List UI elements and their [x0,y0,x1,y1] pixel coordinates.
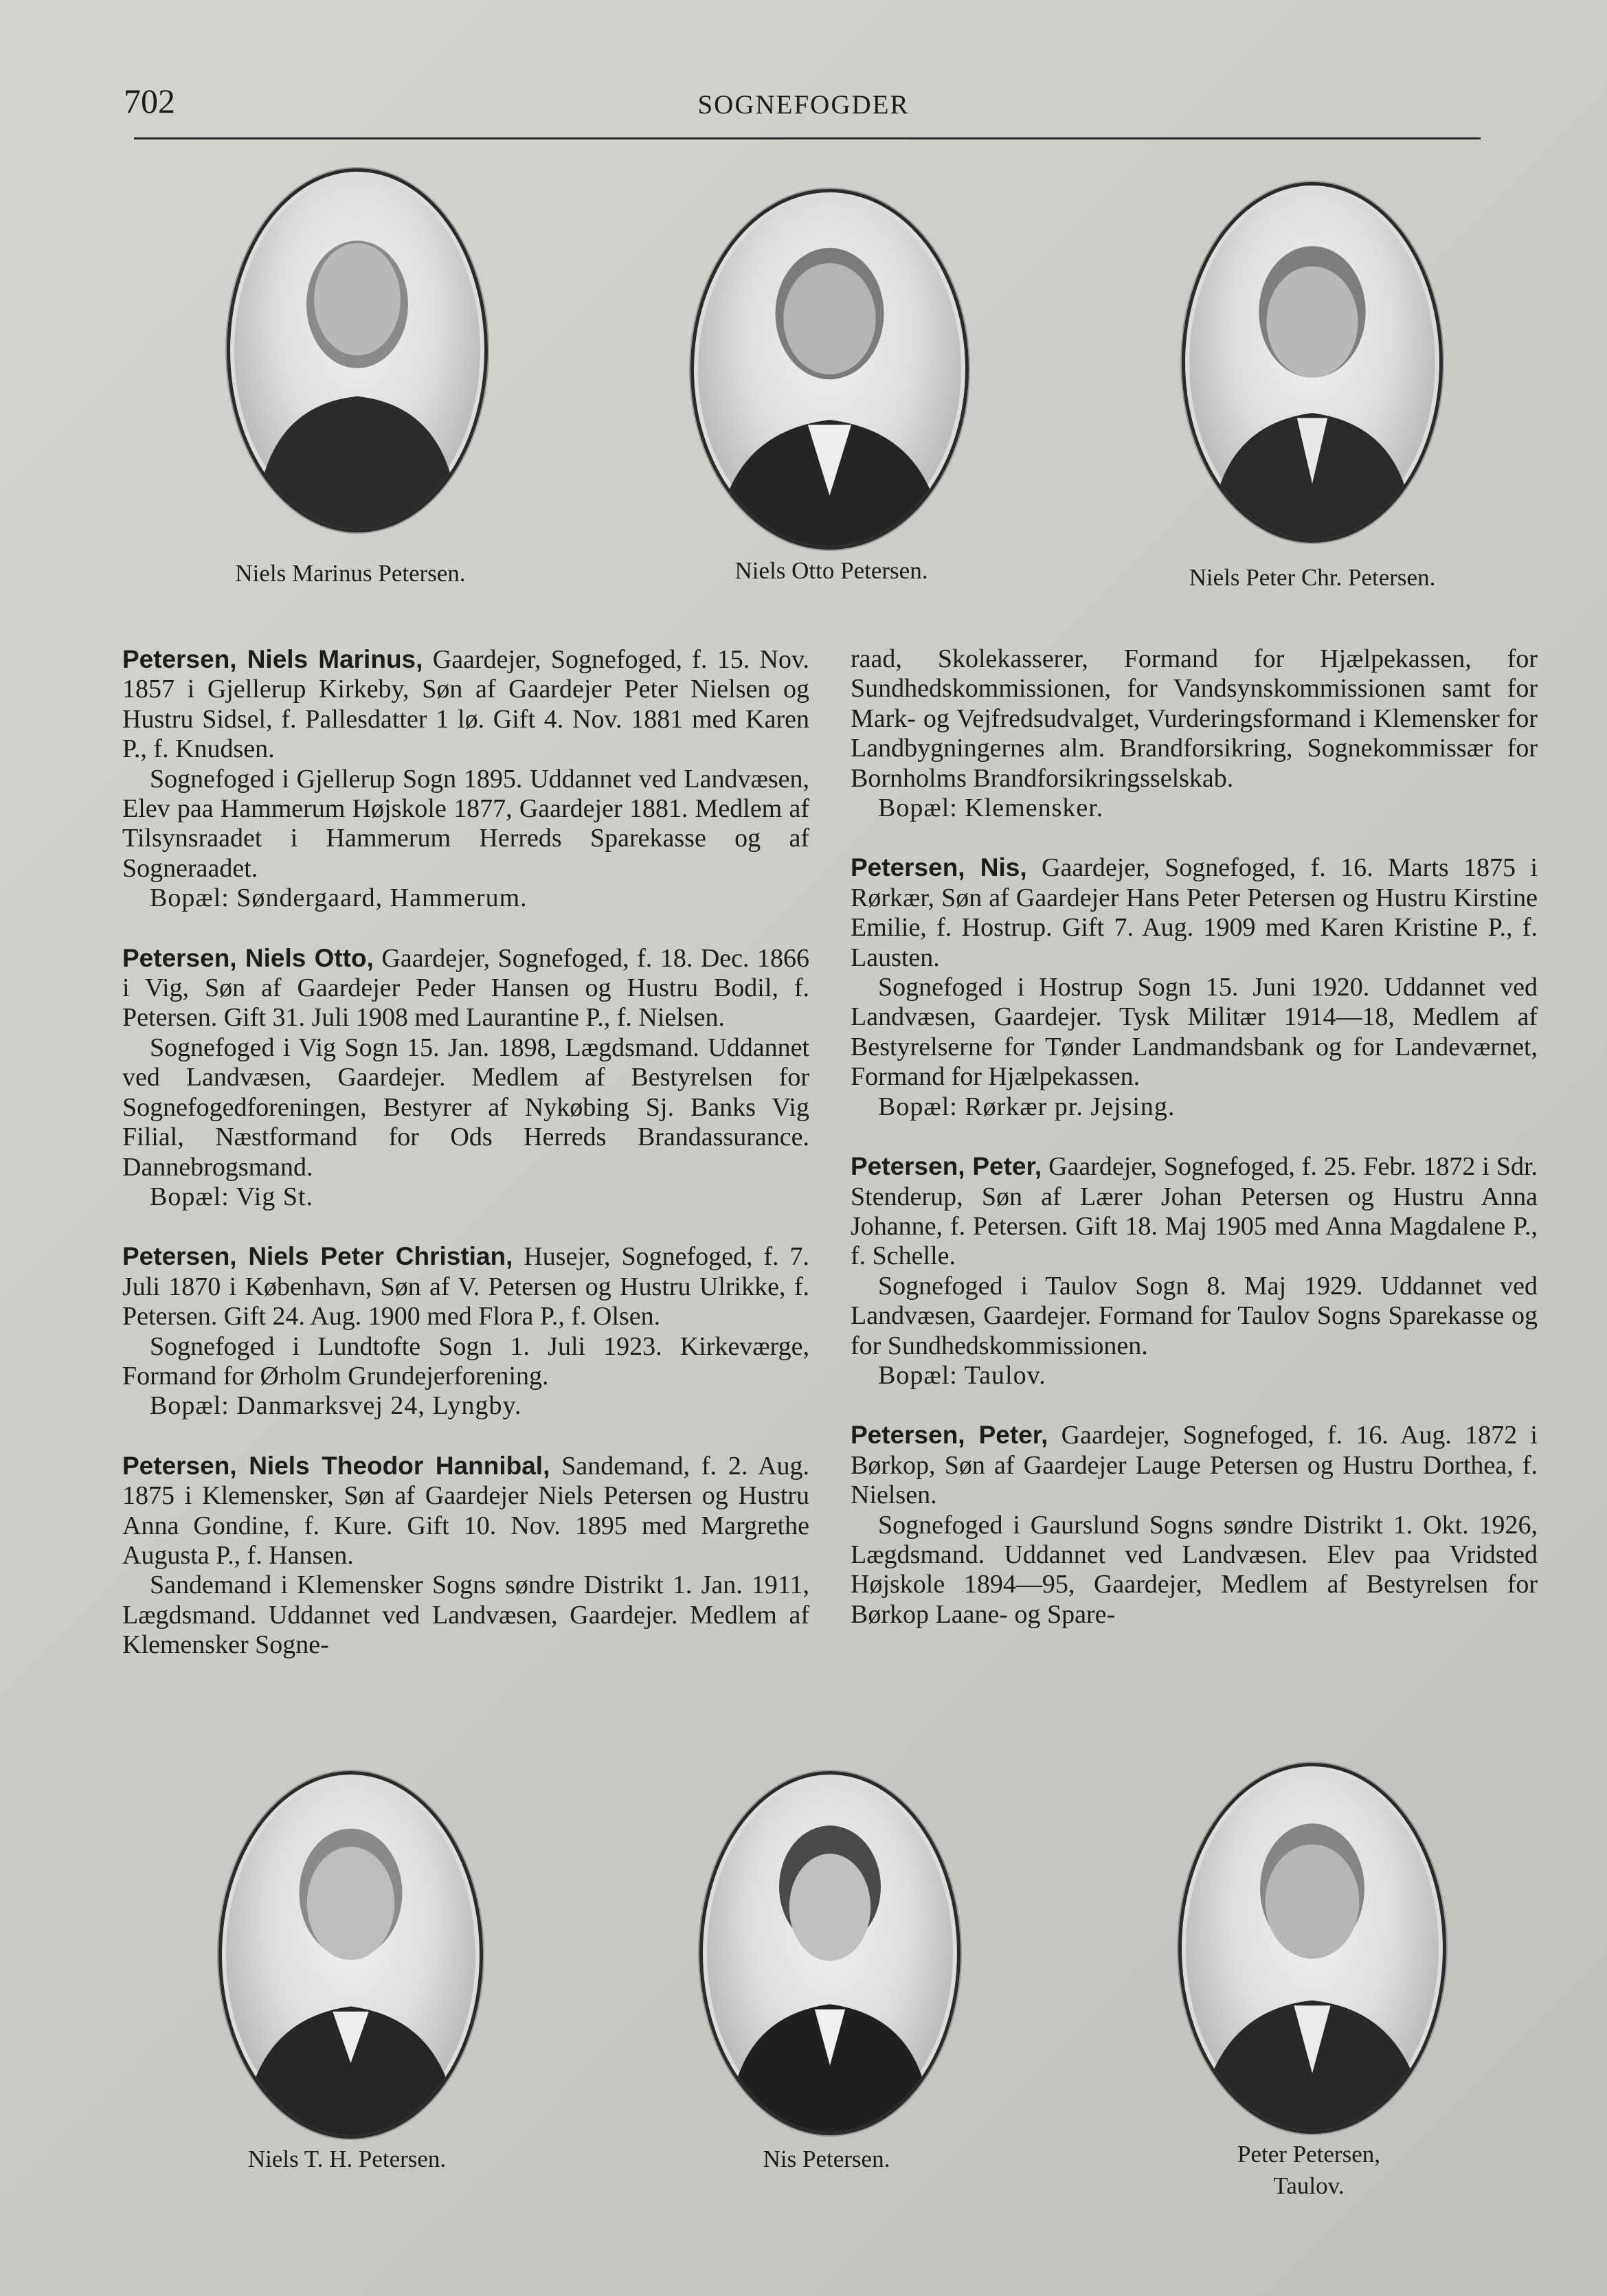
left-column [122,644,809,1690]
right-column [851,644,1538,1659]
caption-line: Taulov. [1273,2172,1345,2199]
portrait-photo [1178,1763,1446,2134]
biography-entry [122,943,809,1213]
entry-career: Sandemand i Klemensker Sogns søndre Distrikt 1. Jan. 1911, Lægdsmand. Uddannet ved Landvæsen, Gaardejer. Medlem af Klemensker Sogne- [122,1571,809,1660]
biography-entry [851,853,1538,1122]
entry-name: Petersen, Nis, [851,853,1027,882]
biography-entry-continued [851,644,1538,823]
biography-entry [851,1151,1538,1391]
portrait-caption: Niels Marinus Petersen. [235,560,466,587]
header-rule [134,137,1481,139]
portrait-caption: Nis Petersen. [763,2146,890,2172]
entry-name: Petersen, Peter, [851,1152,1042,1181]
portrait-photo [1182,182,1443,543]
entry-address: Bopæl: Søndergaard, Hammerum. [150,883,528,913]
entry-address: Bopæl: Klemensker. [878,794,1104,823]
portrait-photo [699,1771,960,2135]
entry-name: Petersen, Niels Otto, [122,943,374,972]
entry-body: Gaardejer, Sognefoged, f. 25. Febr. 1872 i Sdr. Stenderup, Søn af Lærer Johan Petersen og Hustru Anna Johanne, f. Petersen. Gift 18. Maj 1905 med Anna Magdalene P., f. Schelle. [851,1152,1538,1271]
entry-name: Petersen, Niels Marinus, [122,645,423,673]
running-title: SOGNEFOGDER [697,90,910,120]
entry-name: Petersen, Peter, [851,1421,1048,1450]
portrait-caption: Niels Peter Chr. Petersen. [1189,564,1436,591]
caption-line: Peter Petersen, [1237,2141,1380,2168]
entry-career: Sognefoged i Gjellerup Sogn 1895. Uddannet ved Landvæsen, Elev paa Hammerum Højskole 1877, Gaardejer 1881. Medlem af Tilsynsraadet i Hammerum Herreds Sparekasse og af Sogneraadet. [122,764,809,883]
entry-address: Bopæl: Taulov. [878,1360,1046,1390]
page-number: 702 [124,82,175,120]
entry-career: Sognefoged i Taulov Sogn 8. Maj 1929. Uddannet ved Landvæsen, Gaardejer. Formand for Taulov Sogns Sparekasse og for Sundhedskommissionen. [851,1271,1538,1360]
entry-career: Sognefoged i Gaurslund Sogns søndre Distrikt 1. Okt. 1926, Lægdsmand. Uddannet ved Landvæsen. Elev paa Vridsted Højskole 1894—95, Gaardejer, Medlem af Bestyrelsen for Børkop Laane- og Spare- [851,1510,1538,1629]
entry-address: Bopæl: Danmarksvej 24, Lyngby. [150,1391,522,1421]
entry-career: Sognefoged i Hostrup Sogn 15. Juni 1920. Uddannet ved Landvæsen, Gaardejer. Tysk Militær 1914—18, Medlem af Bestyrelserne for Tønder Landmandsbank og for Landeværnet, Formand for Hjælpekassen. [851,973,1538,1092]
biography-entry [122,644,809,914]
entry-career: Sognefoged i Lundtofte Sogn 1. Juli 1923. Kirkeværge, Formand for Ørholm Grundejerforening. [122,1331,809,1391]
portrait-photo [218,1771,483,2139]
entry-address: Bopæl: Rørkær pr. Jejsing. [878,1092,1176,1121]
entry-name: Petersen, Niels Peter Christian, [122,1242,513,1271]
entry-body: Gaardejer, Sognefoged, f. 18. Dec. 1866 i Vig, Søn af Gaardejer Peder Hansen og Hustru Bodil, f. Petersen. Gift 31. Juli 1908 med Laurantine P., f. Nielsen. [122,943,809,1033]
portrait-photo [227,168,488,532]
entry-body: Husejer, Sognefoged, f. 7. Juli 1870 i København, Søn af V. Petersen og Hustru Ulrikke, f. Petersen. Gift 24. Aug. 1900 med Flora P., f. Olsen. [122,1242,810,1331]
portrait-photo [690,189,969,550]
entry-name: Petersen, Niels Theodor Hannibal, [122,1451,550,1480]
entry-body: Gaardejer, Sognefoged, f. 16. Aug. 1872 i Børkop, Søn af Gaardejer Lauge Petersen og Hustru Dorthea, f. Nielsen. [851,1421,1538,1510]
portrait-caption: Niels Otto Petersen. [734,557,928,584]
entry-career: Sognefoged i Vig Sogn 15. Jan. 1898, Lægdsmand. Uddannet ved Landvæsen, Gaardejer. Medlem af Bestyrelsen for Sognefogedforeningen, Bestyrer af Nykøbing Sj. Banks Vig Filial, Næstformand for Ods Herreds Brandassurance. Dannebrogsmand. [122,1033,809,1182]
entry-body: Gaardejer, Sognefoged, f. 16. Marts 1875 i Rørkær, Søn af Gaardejer Hans Peter Petersen og Hustru Kirstine Emilie, f. Hostrup. Gift 7. Aug. 1909 med Karen Kristine P., f. Lausten. [851,853,1538,972]
biography-entry [851,1420,1538,1630]
portrait-caption: Niels T. H. Petersen. [247,2146,447,2172]
entry-body: Sandemand, f. 2. Aug. 1875 i Klemensker, Søn af Gaardejer Niels Petersen og Hustru Anna Gondine, f. Kure. Gift 10. Nov. 1895 med Margrethe Augusta P., f. Hansen. [122,1451,810,1570]
entry-address: Bopæl: Vig St. [150,1182,314,1211]
portrait-caption [1137,2139,1481,2202]
biography-entry [122,1451,809,1661]
entry-body: raad, Skolekasserer, Formand for Hjælpekassen, for Sundhedskommissionen, for Vandsynskommissionen samt for Mark- og Vejfredsudvalget, Vurderingsformand i Klemensker for Landbygningernes alm. Brandforsikring, Sognekommissær for Bornholms Brandforsikringsselskab. [851,644,1538,793]
entry-body: Gaardejer, Sognefoged, f. 15. Nov. 1857 i Gjellerup Kirkeby, Søn af Gaardejer Peter Nielsen og Hustru Sidsel, f. Pallesdatter 1 lø. Gift 4. Nov. 1881 med Karen P., f. Knudsen. [122,645,809,764]
biography-entry [122,1241,809,1421]
